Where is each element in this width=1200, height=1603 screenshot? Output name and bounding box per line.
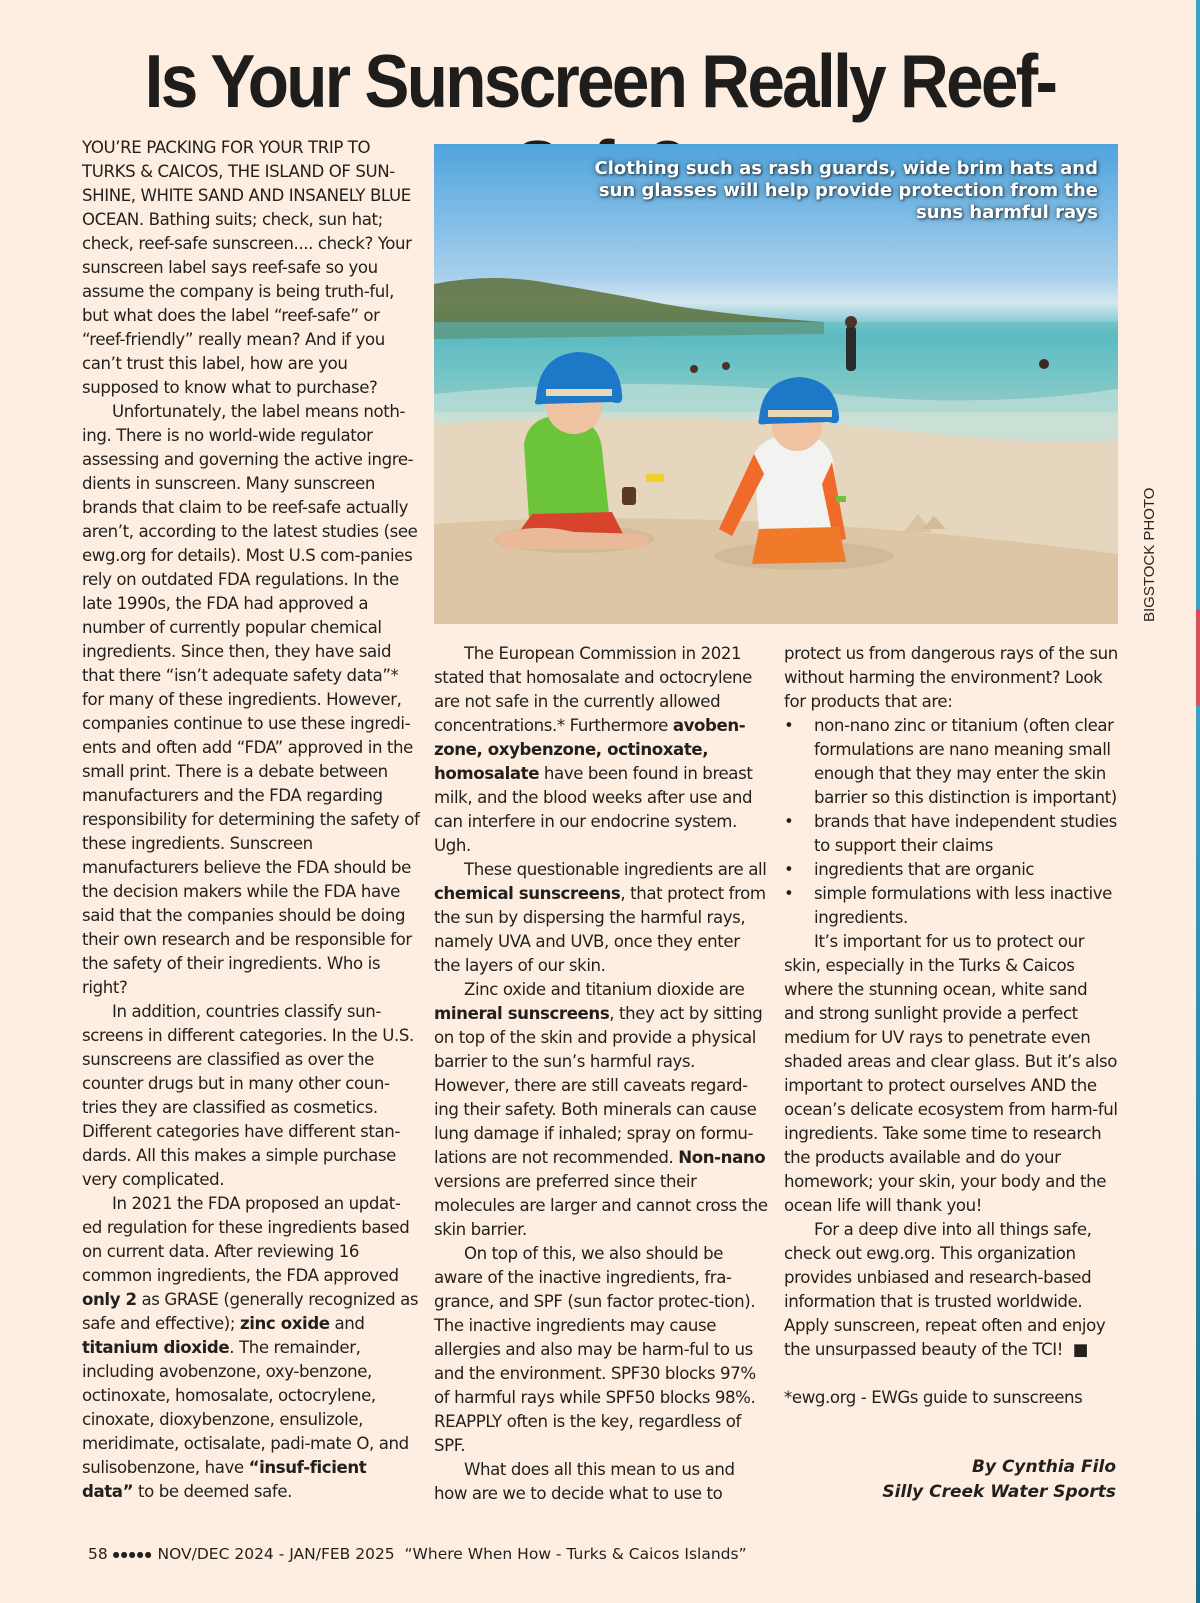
photo-credit: BIGSTOCK PHOTO (1141, 487, 1158, 622)
paragraph-intro: YOU’RE PACKING FOR YOUR TRIP TO TURKS & CAICOS, THE ISLAND OF SUN-SHINE, WHITE SAND AND INSANELY BLUE OCEAN. Bathing suits; check, sun hat; check, reef-safe sunscreen.... check? Your sunscreen label says reef-safe so you assume the company is being truth-ful, but what does the label “reef-safe” or “reef-friendly” really mean? And if you can’t trust this label, how are you supposed to know what to purchase? (82, 138, 412, 397)
product-criteria-list (784, 714, 1120, 930)
byline (882, 1455, 1116, 1505)
article-column-2 (434, 642, 770, 1506)
bullet-icon: • (784, 812, 794, 831)
bullet-icon: • (784, 716, 794, 735)
issue-dates: NOV/DEC 2024 - JAN/FEB 2025 (157, 1545, 395, 1563)
end-mark-icon: ■ (1072, 1340, 1089, 1359)
paragraph-european-commission: The European Commission in 2021 stated that homosalate and octocrylene are not safe in the currently allowed concentrations.* Furthermore avoben-zone, oxybenzone, octinoxate, homosalate have been found in breast milk, and the blood weeks after use and can interfere in our endocrine system. Ugh. (434, 644, 753, 855)
paragraph-chemical-sunscreens: These questionable ingredients are all chemical sunscreens, that protect from the sun by dispersing the harmful rays, namely UVA and UVB, once they enter the layers of our skin. (434, 860, 767, 975)
footnote: *ewg.org - EWGs guide to sunscreens (784, 1388, 1083, 1407)
page-footer (88, 1545, 747, 1563)
author-organization: Silly Creek Water Sports (882, 1482, 1116, 1502)
page-number: 58 (88, 1545, 108, 1563)
publication-name: “Where When How - Turks & Caicos Islands” (404, 1545, 747, 1563)
paragraph-mineral-sunscreens: Zinc oxide and titanium dioxide are mineral sunscreens, they act by sitting on top of the skin and provide a physical barrier to the sun’s harmful rays. However, there are still caveats regard-ing their safety. Both minerals can cause lung damage if inhaled; spray on formu-lations are not recommended. Non-nano versions are preferred since their molecules are larger and cannot cross the skin barrier. (434, 980, 768, 1239)
paragraph-deep-dive: For a deep dive into all things safe, check out ewg.org. This organization provides unbiased and research-based information that is trusted worldwide. Apply sunscreen, repeat often and enjoy the unsurpassed beauty of the TCI! ■ (784, 1220, 1106, 1359)
list-item: • ingredients that are organic (784, 858, 1120, 882)
beach-photo (434, 144, 1118, 624)
footer-dots: ●●●●● (112, 1550, 153, 1559)
article-column-3 (784, 642, 1120, 1410)
photo-caption: Clothing such as rash guards, wide brim hats and sun glasses will help provide protection from the suns harmful rays (594, 158, 1098, 223)
author-name: By Cynthia Filo (971, 1457, 1116, 1477)
paragraph-inactive-ingredients: On top of this, we also should be aware of the inactive ingredients, fra-grance, and SPF (sun factor protec-tion). The inactive ingredients may cause allergies and also may be harm-ful to us and the environment. SPF30 blocks 97% of harmful rays while SPF50 blocks 98%. REAPPLY often is the key, regardless of SPF. (434, 1244, 756, 1455)
paragraph-what-to-use: What does all this mean to us and how are we to decide what to use to (434, 1460, 735, 1503)
paragraph-fda-2021: In 2021 the FDA proposed an updat-ed regulation for these ingredients based on current data. After reviewing 16 common ingredients, the FDA approved only 2 as GRASE (generally recognized as safe and effective); zinc oxide and titanium dioxide. The remainder, including avobenzone, oxy-benzone, octinoxate, homosalate, octocrylene, cinoxate, dioxybenzone, ensulizole, meridimate, octisalate, padi-mate O, and sulisobenzone, have “insuf-ficient data” to be deemed safe. (82, 1194, 419, 1501)
list-item: • brands that have independent studies to support their claims (784, 812, 1117, 855)
paragraph-label-meaning: Unfortunately, the label means noth-ing. There is no world-wide regulator assessing and governing the active ingre-dients in sunscreen. Many sunscreen brands that claim to be reef-safe actually aren’t, according to the latest studies (see ewg.org for details). Most U.S com-panies rely on outdated FDA regulations. In the late 1990s, the FDA had approved a number of currently popular chemical ingredients. Since then, they have said that there “isn’t adequate safety data”* for many of these ingredients. However, companies continue to use these ingredi-ents and often add “FDA” approved in the small print. There is a debate between manufacturers and the FDA regarding responsibility for determining the safety of these ingredients. Sunscreen manufacturers believe the FDA should be the decision makers while the FDA have said that the companies should be doing their own research and be responsible for the safety of their ingredients. Who is right? (82, 402, 420, 997)
list-item: • simple formulations with less inactive ingredients. (784, 884, 1112, 927)
list-item: • non-nano zinc or titanium (often clear formulations are nano meaning small enough that they may enter the skin barrier so this distinction is important) (784, 716, 1117, 807)
paragraph-look-for: protect us from dangerous rays of the sun without harming the environment? Look for products that are: (784, 644, 1118, 711)
paragraph-classification: In addition, countries classify sun-screens in different categories. In the U.S. sunscreens are classified as over the counter drugs but in many other coun-tries they are classified as cosmetics. Different categories have different stan-dards. All this makes a simple purchase very complicated. (82, 1002, 414, 1189)
bullet-icon: • (784, 860, 794, 879)
article-title: Is Your Sunscreen Really Reef- (144, 39, 1056, 123)
bullet-icon: • (784, 884, 794, 903)
page-edge-strip (1196, 0, 1200, 1603)
paragraph-protect-skin: It’s important for us to protect our skin, especially in the Turks & Caicos where the stunning ocean, white sand and strong sunlight provide a perfect medium for UV rays to penetrate even shaded areas and clear glass. But it’s also important to protect ourselves AND the ocean’s delicate ecosystem from harm-ful ingredients. Take some time to research the products available and do your homework; your skin, your body and the ocean life will thank you! (784, 932, 1118, 1215)
article-column-1 (82, 136, 420, 1504)
